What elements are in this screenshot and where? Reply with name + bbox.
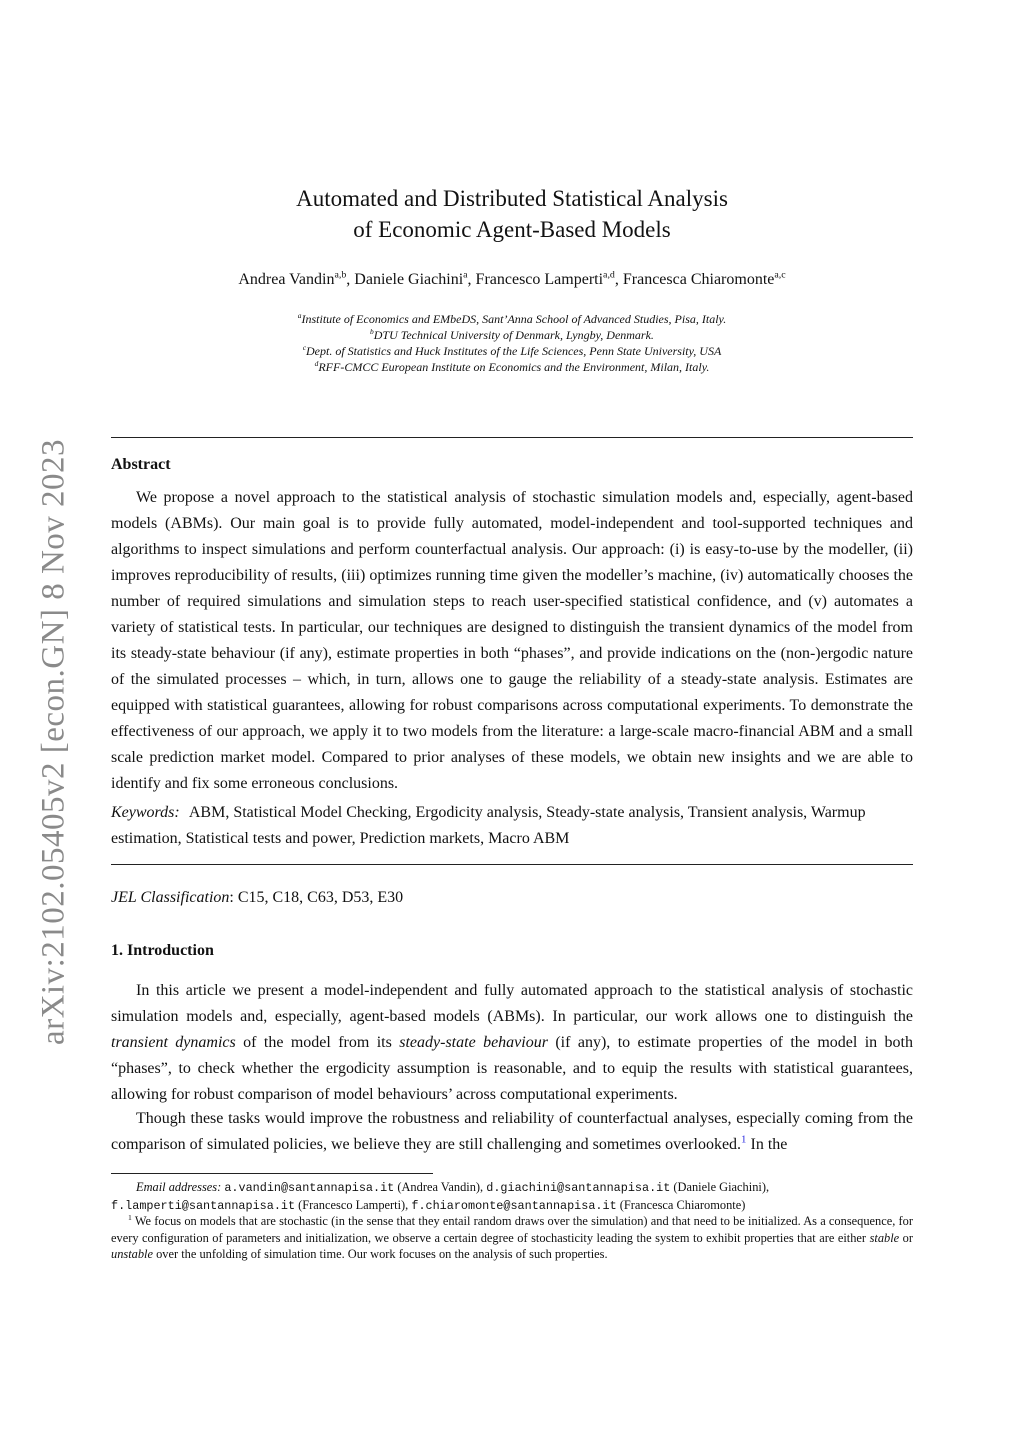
jel-codes: : C15, C18, C63, D53, E30: [229, 889, 404, 906]
affiliation: $^c$Dept. of Statistics and Huck Institutes of the Life Sciences, Penn State University, USA: [302, 343, 722, 358]
affiliation: $^d$RFF-CMCC European Institute on Economics and the Environment, Milan, Italy.: [314, 359, 710, 374]
author-list: Andrea Vandin$^{a,b}$, Daniele Giachini$^a$, Francesco Lamperti$^{a,d}$, Francesca Chiaromonte$^{a,c}$: [238, 269, 786, 288]
affiliations: [111, 311, 913, 375]
title-line-1: Automated and Distributed Statistical Analysis: [296, 186, 728, 211]
intro-paragraph-1: In this article we present a model-independent and fully automated approach to the statistical analysis of stochastic simulation models and, especially, agent-based models (ABMs). In particular, our work allows one to distinguish the transient dynamics of the model from its steady-state behaviour (if any), to estimate properties of the model in both “phases”, to check whether the ergodicity assumption is reasonable, and to equip the results with statistical guarantees, allowing for robust comparison of model behaviours’ across computational experiments.: [111, 982, 914, 1103]
title-line-2: of Economic Agent-Based Models: [353, 217, 671, 242]
email-address[interactable]: f.chiaromonte@santannapisa.it: [411, 1199, 617, 1213]
footnote-email-addresses: Email addresses: a.vandin@santannapisa.it (Andrea Vandin), d.giachini@santannapisa.it (Daniele Giachini), f.lamperti@santannapisa.it (Francesco Lamperti), f.chiaromonte@santannapisa.it (Francesca Chiaromonte): [111, 1180, 770, 1213]
footnote-ref-link[interactable]: 1: [741, 1133, 747, 1146]
abstract-bottom-rule: [111, 864, 913, 865]
email-address[interactable]: f.lamperti@santannapisa.it: [111, 1199, 296, 1213]
author: Francesca Chiaromonte$^{a,c}$: [622, 269, 786, 288]
affiliation: $^a$Institute of Economics and EMbeDS, Sant’Anna School of Advanced Studies, Pisa, Italy.: [297, 311, 727, 326]
jel-label: JEL Classification: [111, 889, 230, 906]
email-address[interactable]: a.vandin@santannapisa.it: [224, 1181, 395, 1195]
author: Andrea Vandin$^{a,b}$: [238, 269, 347, 288]
abstract-heading: Abstract: [111, 456, 171, 473]
jel-classification: [111, 889, 403, 907]
intro-paragraph-2: Though these tasks would improve the robustness and reliability of counterfactual analyses, especially coming from the comparison of simulated policies, we believe they are still challenging and sometimes overlooked.$^1$ In the: [111, 1110, 913, 1153]
abstract-text: We propose a novel approach to the statistical analysis of stochastic simulation models and, especially, agent-based models (ABMs). Our main goal is to provide fully automated, model-independent and tool-supported techniques and algorithms to inspect simulations and perform counterfactual analysis. Our approach: (i) is easy-to-use by the modeller, (ii) improves reproducibility of results, (iii) optimizes running time given the modeller’s machine, (iv) automatically chooses the number of required simulations and simulation steps to reach user-specified statistical confidence, and (v) automates a variety of statistical tests. In particular, our techniques are designed to distinguish the transient dynamics of the model from its steady-state behaviour (if any), estimate properties in both “phases”, and provide indications on the (non-)ergodic nature of the simulated processes – which, in turn, allows one to gauge the reliability of a steady-state analysis. Estimates are equipped with statistical guarantees, allowing for robust comparisons across computational experiments. To demonstrate the effectiveness of our approach, we apply it to two models from the literature: a large-scale macro-financial ABM and a small scale prediction market model. Compared to prior analyses of these models, we obtain new insights and we are able to identify and fix some erroneous conclusions.: [111, 489, 913, 792]
arxiv-identifier-stamp[interactable]: arXiv:2102.05405v2 [econ.GN] 8 Nov 2023: [35, 438, 72, 1046]
author: Daniele Giachini$^a$: [354, 269, 468, 288]
footnote-rule: [111, 1173, 433, 1174]
section-heading-introduction: 1. Introduction: [111, 942, 214, 959]
email-address[interactable]: d.giachini@santannapisa.it: [486, 1181, 671, 1195]
keywords: [111, 800, 913, 852]
keywords-label: Keywords:: [111, 804, 180, 821]
paper-title: [111, 183, 913, 245]
footnote-1: $^1$ We focus on models that are stochastic (in the sense that they entail random draws over the simulation) and that need to be initialized. As a consequence, for every configuration of parameters and initialization, we observe a certain degree of stochasticity leading the system to exhibit properties that are either stable or unstable over the unfolding of simulation time. Our work focuses on the analysis of such properties.: [111, 1212, 913, 1261]
author: Francesco Lamperti$^{a,d}$: [475, 269, 615, 288]
abstract-top-rule: [111, 437, 913, 438]
affiliation: $^b$DTU Technical University of Denmark, Lyngby, Denmark.: [370, 327, 654, 342]
keywords-text: ABM, Statistical Model Checking, Ergodicity analysis, Steady-state analysis, Transient analysis, Warmup estimation, Statistical tests and power, Prediction markets, Macro ABM: [111, 804, 866, 847]
